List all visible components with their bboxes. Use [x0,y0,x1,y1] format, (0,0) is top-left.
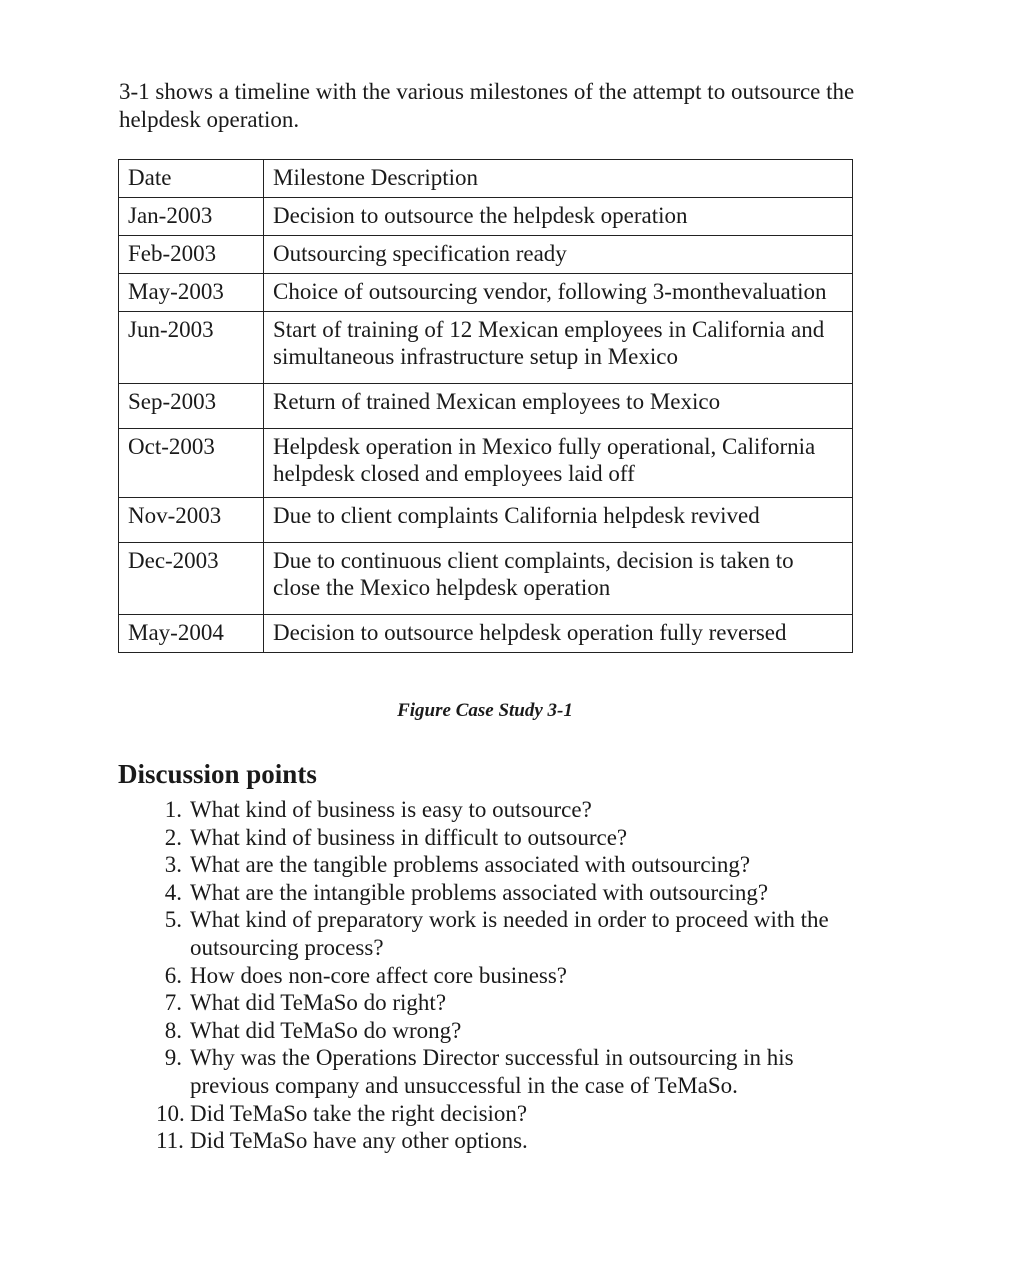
item-text: Why was the Operations Director successful in outsourcing in his previous company and unsuccessful in the case of TeMaSo. [190,1045,794,1098]
list-item [0,879,900,907]
row-date: May-2004 [119,615,264,653]
list-item [0,824,900,852]
list-item [0,796,900,824]
row-date: Dec-2003 [119,543,264,615]
table-row [119,498,853,543]
list-item [0,962,900,990]
table-row [119,429,853,498]
item-text: Did TeMaSo take the right decision? [190,1100,528,1126]
row-description: Due to continuous client complaints, decision is taken to close the Mexico helpdesk operation [264,543,853,615]
table-row [119,384,853,429]
item-number: 5. [164,907,182,933]
item-number: 6. [164,962,182,988]
table-row [119,543,853,615]
item-number: 11. [156,1128,184,1154]
item-number: 2. [164,824,182,850]
table-row [119,274,853,312]
item-number: 8. [164,1017,182,1043]
item-number: 4. [164,879,182,905]
row-description: Decision to outsource the helpdesk operation [264,198,853,236]
milestone-table [118,159,853,653]
item-text: Did TeMaSo have any other options. [190,1128,528,1154]
row-date: Jan-2003 [119,198,264,236]
item-number: 7. [164,990,182,1016]
row-date: Jun-2003 [119,312,264,384]
header-date: Date [119,160,264,198]
row-description: Return of trained Mexican employees to Mexico [264,384,853,429]
list-item [0,989,900,1017]
item-text: What did TeMaSo do wrong? [190,1017,462,1043]
item-number: 3. [164,852,182,878]
row-description: Start of training of 12 Mexican employees in California and simultaneous infrastructure setup in Mexico [264,312,853,384]
item-number: 9. [164,1045,182,1071]
list-item [0,851,900,879]
item-text: What kind of business in difficult to outsource? [190,824,628,850]
item-text: What did TeMaSo do right? [190,990,447,1016]
discussion-heading: Discussion points [118,759,317,789]
table-row [119,312,853,384]
table-row [119,615,853,653]
row-description: Decision to outsource helpdesk operation fully reversed [264,615,853,653]
item-text: How does non-core affect core business? [190,962,568,988]
item-text: What are the tangible problems associated with outsourcing? [190,852,751,878]
row-date: Feb-2003 [119,236,264,274]
row-description: Choice of outsourcing vendor, following 3-monthevaluation [264,274,853,312]
item-number: 1. [164,797,182,822]
list-item [0,906,900,961]
item-number: 10. [156,1100,185,1126]
item-text: What kind of business is easy to outsource? [190,797,592,822]
row-description: Outsourcing specification ready [264,236,853,274]
figure-caption: Figure Case Study 3-1 [397,700,573,721]
table-row [119,236,853,274]
row-date: Oct-2003 [119,429,264,498]
intro-paragraph: 3-1 shows a timeline with the various milestones of the attempt to outsource the helpdesk operation. [119,79,855,132]
table-header-row [119,160,853,198]
discussion-list [0,796,900,1155]
item-text: What are the intangible problems associated with outsourcing? [190,879,769,905]
list-item [0,1044,900,1099]
list-item [0,1017,900,1045]
row-date: Sep-2003 [119,384,264,429]
table-row [119,198,853,236]
list-item [0,1100,900,1128]
row-description: Due to client complaints California helpdesk revived [264,498,853,543]
item-text: What kind of preparatory work is needed in order to proceed with the outsourcing process? [190,907,829,960]
row-date: May-2003 [119,274,264,312]
row-description: Helpdesk operation in Mexico fully operational, California helpdesk closed and employees laid off [264,429,853,498]
row-date: Nov-2003 [119,498,264,543]
header-description: Milestone Description [264,160,853,198]
list-item [0,1127,900,1155]
